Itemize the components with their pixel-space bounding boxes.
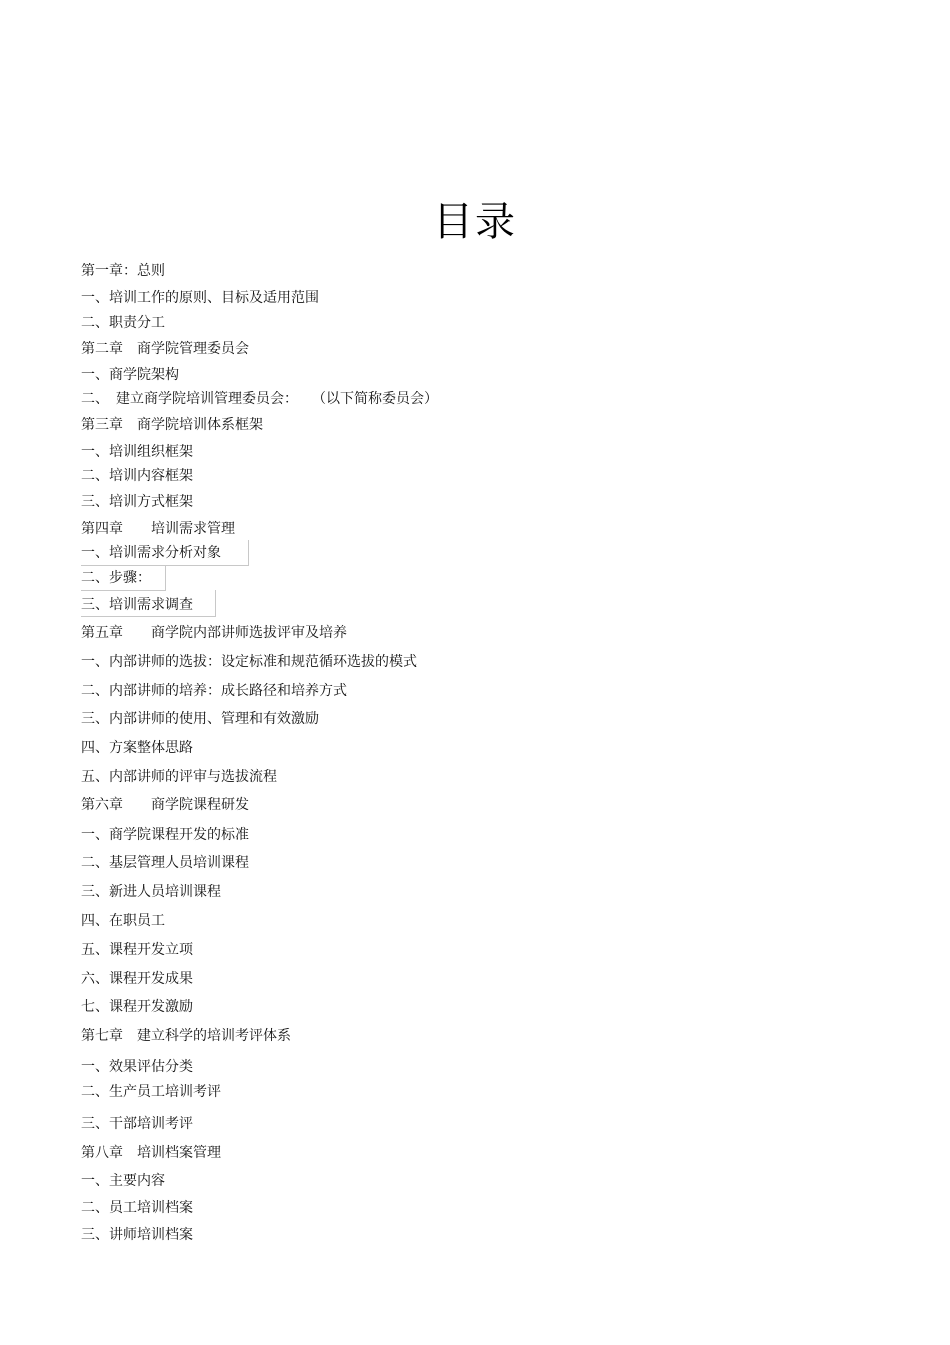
toc-item[interactable]: 二、 建立商学院培训管理委员会： （以下简称委员会） (81, 391, 438, 407)
toc-item[interactable]: 二、培训内容框架 (81, 468, 193, 484)
toc-item[interactable]: 二、员工培训档案 (81, 1200, 193, 1216)
toc-item[interactable]: 三、培训方式框架 (81, 494, 193, 510)
toc-chapter[interactable]: 第七章 建立科学的培训考评体系 (81, 1028, 291, 1044)
page-title: 目录 (433, 199, 517, 245)
toc-chapter[interactable]: 第三章 商学院培训体系框架 (81, 417, 263, 433)
toc-item[interactable]: 三、培训需求调查 (81, 597, 193, 613)
toc-item[interactable]: 一、主要内容 (81, 1173, 165, 1189)
toc-chapter[interactable]: 第五章 商学院内部讲师选拔评审及培养 (81, 625, 347, 641)
toc-item[interactable]: 四、在职员工 (81, 913, 165, 929)
toc-item[interactable]: 三、内部讲师的使用、管理和有效激励 (81, 711, 319, 727)
toc-item[interactable]: 一、内部讲师的选拔：设定标准和规范循环选拔的模式 (81, 654, 417, 670)
toc-item[interactable]: 一、商学院课程开发的标准 (81, 827, 249, 843)
toc-item[interactable]: 二、基层管理人员培训课程 (81, 855, 249, 871)
toc-item[interactable]: 五、内部讲师的评审与选拔流程 (81, 769, 277, 785)
toc-item[interactable]: 七、课程开发激励 (81, 999, 193, 1015)
toc-item[interactable]: 五、课程开发立项 (81, 942, 193, 958)
toc-item[interactable]: 二、生产员工培训考评 (81, 1084, 221, 1100)
toc-item[interactable]: 二、步骤： (81, 570, 151, 586)
toc-item[interactable]: 三、新进人员培训课程 (81, 884, 221, 900)
toc-item[interactable]: 一、商学院架构 (81, 367, 179, 383)
toc-item[interactable]: 一、培训工作的原则、目标及适用范围 (81, 290, 319, 306)
toc-item[interactable]: 三、讲师培训档案 (81, 1227, 193, 1243)
toc-chapter[interactable]: 第一章：总则 (81, 263, 165, 279)
toc-chapter[interactable]: 第六章 商学院课程研发 (81, 797, 249, 813)
toc-item[interactable]: 一、效果评估分类 (81, 1059, 193, 1075)
toc-chapter[interactable]: 第二章 商学院管理委员会 (81, 341, 249, 357)
toc-item[interactable]: 二、内部讲师的培养：成长路径和培养方式 (81, 683, 347, 699)
toc-chapter[interactable]: 第八章 培训档案管理 (81, 1145, 221, 1161)
toc-item[interactable]: 三、干部培训考评 (81, 1116, 193, 1132)
toc-item[interactable]: 六、课程开发成果 (81, 971, 193, 987)
toc-item[interactable]: 二、职责分工 (81, 315, 165, 331)
toc-item[interactable]: 四、方案整体思路 (81, 740, 193, 756)
toc-chapter[interactable]: 第四章 培训需求管理 (81, 521, 235, 537)
toc-item[interactable]: 一、培训需求分析对象 (81, 545, 221, 561)
toc-item[interactable]: 一、培训组织框架 (81, 444, 193, 460)
